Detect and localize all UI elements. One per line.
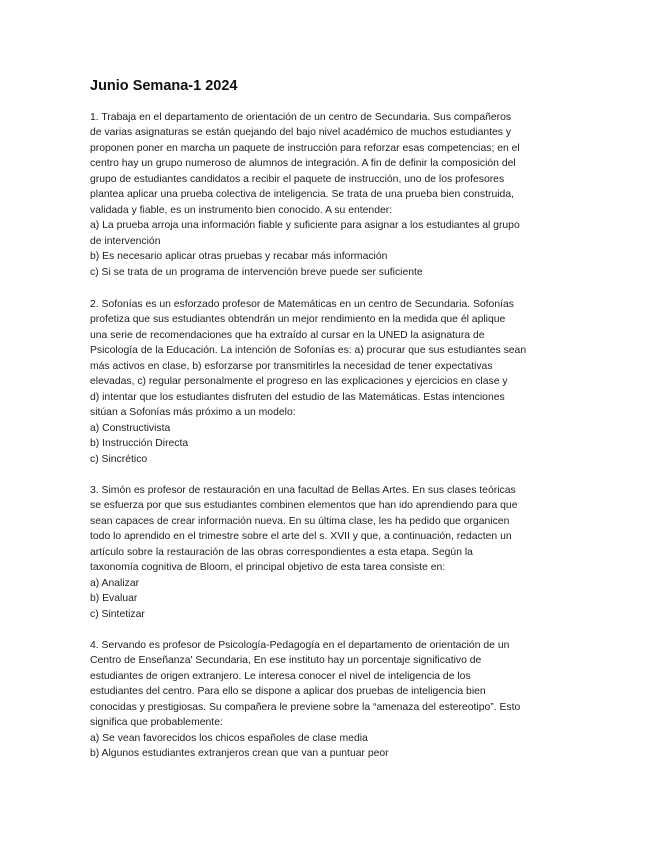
text-line: estudiantes de origen extranjero. Le interesa conocer el nivel de inteligencia de los: [90, 670, 471, 682]
text-line: 3. Simón es profesor de restauración en una facultad de Bellas Artes. En sus clases teóricas: [90, 485, 516, 496]
text-line: proponen poner en marcha un paquete de instrucción para reforzar esas competencias; en el: [90, 142, 520, 154]
question-3: [90, 483, 570, 622]
text-line: elevadas, c) regular personalmente el progreso en las explicaciones y ejercicios en clase y: [90, 376, 508, 388]
text-line: c) Sintetizar: [90, 608, 145, 620]
text-line: se esfuerza por que sus estudiantes combinen elementos que han ido aprendiendo para que: [90, 500, 518, 512]
text-line: artículo sobre la restauración de las obras correspondientes a esta etapa. Según la: [90, 546, 473, 558]
text-line: 2. Sofonías es un esforzado profesor de Matemáticas en un centro de Secundaria. Sofonías: [90, 299, 514, 310]
text-line: plantea aplicar una prueba colectiva de inteligencia. Se trata de una prueba bien construida,: [90, 189, 514, 201]
text-line: Psicología de la Educación. La intención de Sofonías es: a) procurar que sus estudiantes sean: [90, 345, 527, 357]
text-line: b) Evaluar: [90, 593, 138, 605]
text-line: centro hay un grupo numeroso de alumnos de integración. A fin de definir la composición del: [90, 158, 516, 170]
text-line: validada y fiable, es un instrumento bien conocido. A su entender:: [90, 204, 393, 216]
question-1: [90, 110, 570, 280]
text-line: a) La prueba arroja una información fiable y suficiente para asignar a los estudiantes al grupo: [90, 220, 520, 232]
text-line: b) Algunos estudiantes extranjeros crean que van a puntuar peor: [90, 748, 389, 760]
page-title: Junio Semana-1 2024: [90, 78, 238, 94]
text-line: de intervención: [90, 235, 161, 247]
text-line: c) Si se trata de un programa de intervención breve puede ser suficiente: [90, 266, 423, 278]
text-line: conocidas y prestigiosas. Su compañera le previene sobre la “amenaza del estereotipo”. Esto: [90, 701, 521, 713]
text-line: todo lo aprendido en el trimestre sobre el arte del s. XVII y que, a continuación, redacten un: [90, 531, 512, 543]
text-line: una serie de recomendaciones que ha extraído al cursar en la UNED la asignatura de: [90, 329, 485, 341]
text-line: taxonomía cognitiva de Bloom, el principal objetivo de esta tarea consiste en:: [90, 562, 446, 574]
text-line: a) Se vean favorecidos los chicos españoles de clase media: [90, 732, 368, 744]
text-line: grupo de estudiantes candidatos a recibir el paquete de instrucción, uno de los profesores: [90, 173, 505, 185]
text-line: d) intentar que los estudiantes disfruten del estudio de las Matemáticas. Estas intenciones: [90, 391, 505, 403]
text-line: b) Es necesario aplicar otras pruebas y recabar más información: [90, 251, 388, 263]
text-line: sean capaces de crear información nueva. En su última clase, les ha pedido que organicen: [90, 515, 510, 527]
text-line: de varias asignaturas se están quejando del bajo nivel académico de muchos estudiantes y: [90, 127, 512, 139]
text-line: a) Analizar: [90, 577, 140, 589]
text-line: 1. Trabaja en el departamento de orientación de un centro de Secundaria. Sus compañeros: [90, 112, 512, 123]
text-line: c) Sincrético: [90, 453, 148, 465]
text-line: b) Instrucción Directa: [90, 438, 189, 450]
text-line: a) Constructivista: [90, 422, 171, 434]
text-line: más activos en clase, b) esforzarse por transmitirles la necesidad de tener expectativas: [90, 360, 493, 372]
text-line: estudiantes del centro. Para ello se dispone a aplicar dos pruebas de inteligencia bien: [90, 686, 486, 698]
text-line: 4. Servando es profesor de Psicología-Pedagogía en el departamento de orientación de un: [90, 640, 510, 651]
text-line: significa que probablemente:: [90, 717, 223, 729]
text-line: sitúan a Sofonías más próximo a un modelo:: [90, 407, 296, 419]
question-2: [90, 297, 570, 467]
question-4: [90, 638, 570, 762]
text-line: profetiza que sus estudiantes obtendrán un mejor rendimiento en la medida que él aplique: [90, 314, 506, 326]
text-line: Centro de Enseñanza' Secundaria, En ese instituto hay un porcentaje significativo de: [90, 655, 482, 667]
